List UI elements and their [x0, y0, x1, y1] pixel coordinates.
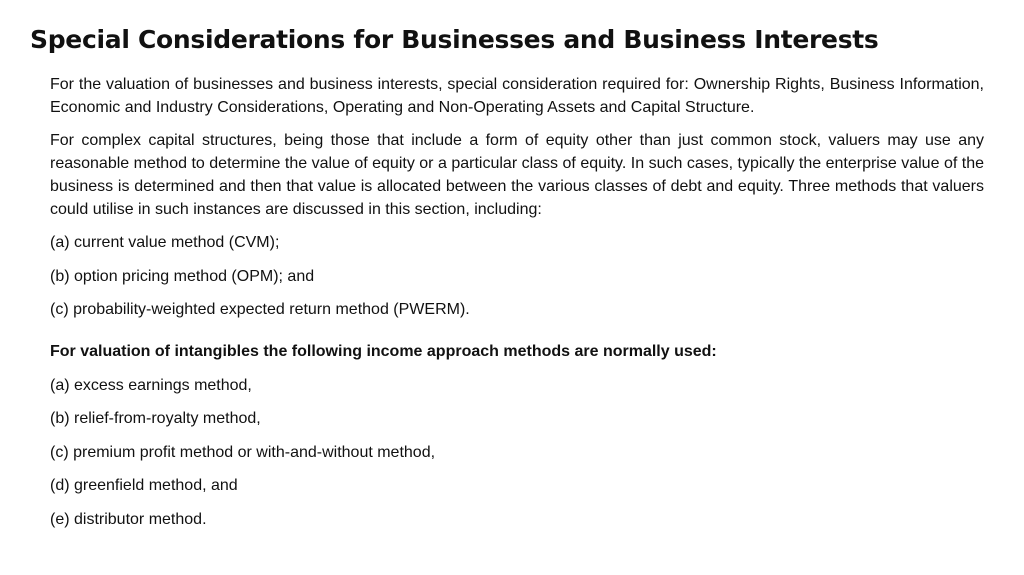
- list-item: (c) premium profit method or with-and-without method,: [50, 443, 436, 461]
- list-item: (a) current value method (CVM);: [50, 234, 280, 251]
- slide-title: Special Considerations for Businesses and Business Interests: [30, 25, 879, 54]
- capital-structure-paragraph: For complex capital structures, being those that include a form of equity other than just common stock, valuers may use any reasonable method to determine the value of equity or a particular class of equity. In such cases, typically the enterprise value of the business is determined and then that value is allocated between the various classes of debt and equity. Three methods that valuers could utilise in such instances are discussed in this section, including:: [50, 132, 984, 218]
- list-item: (c) probability-weighted expected return method (PWERM).: [50, 301, 470, 318]
- list-item: (e) distributor method.: [50, 510, 207, 528]
- spacer: [50, 321, 984, 340]
- capital-methods-list: [50, 231, 984, 321]
- intangible-methods-list: [50, 374, 984, 531]
- list-item: (b) option pricing method (OPM); and: [50, 267, 315, 285]
- intro-paragraph: For the valuation of businesses and business interests, special consideration required for: Ownership Rights, Business Information, Economic and Industry Considerations, Operating and Non-Operating Assets and Capital Structure.: [50, 76, 984, 116]
- intangibles-heading: For valuation of intangibles the following income approach methods are normally used:: [50, 343, 717, 360]
- list-item: (b) relief-from-royalty method,: [50, 410, 261, 427]
- list-item: (a) excess earnings method,: [50, 376, 252, 394]
- list-item: (d) greenfield method, and: [50, 477, 238, 494]
- slide-body: [50, 73, 984, 541]
